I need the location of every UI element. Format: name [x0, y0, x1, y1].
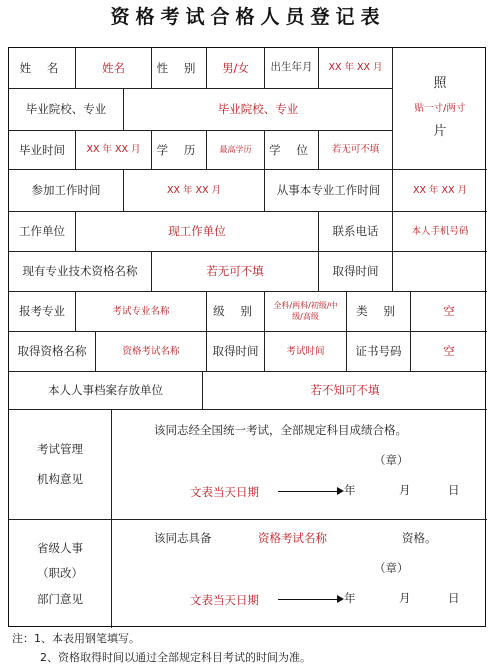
birth-date-field[interactable]: XX 年 XX 月 — [318, 48, 392, 88]
exam-opinion-year: 年 — [344, 483, 356, 497]
photo-label-suffix: 片 — [433, 124, 447, 140]
hr-opinion-content[interactable] — [111, 519, 487, 628]
employer-label: 工作单位 — [9, 211, 75, 251]
major-work-time-label: 从事本专业工作时间 — [264, 169, 392, 211]
hr-opinion-label-line1: 省级人事 — [37, 541, 83, 556]
note-2: 2、资格取得时间以通过全部规定科目考试的时间为准。 — [40, 651, 311, 664]
exam-opinion-label-line1: 考试管理 — [37, 441, 83, 456]
graduation-time-label: 毕业时间 — [9, 130, 75, 169]
current-title-label: 现有专业技术资格名称 — [9, 251, 151, 291]
hr-opinion-label-line3: 部门意见 — [37, 591, 83, 606]
archive-unit-field[interactable]: 若不知可不填 — [202, 371, 487, 409]
photo-size-hint: 贴一寸/两寸 — [414, 102, 466, 114]
exam-opinion-date-hint: 文表当天日期 — [190, 485, 259, 499]
exam-opinion-label-line2: 机构意见 — [37, 471, 83, 486]
exam-opinion-statement: 该同志经全国统一考试，全部规定科目成绩合格。 — [154, 423, 407, 437]
name-field[interactable]: 姓名 — [75, 48, 151, 88]
work-start-field[interactable]: XX 年 XX 月 — [123, 169, 264, 211]
obtain-time-field[interactable] — [392, 251, 487, 291]
name-label: 姓 名 — [19, 60, 65, 75]
certificate-number-label: 证书号码 — [346, 331, 410, 371]
graduation-time-field[interactable]: XX 年 XX 月 — [75, 130, 151, 169]
hr-opinion-qualification-field[interactable]: 资格考试名称 — [258, 531, 327, 545]
exam-opinion-day: 日 — [448, 483, 460, 497]
hr-opinion-label — [9, 519, 111, 628]
obtain-time-label: 取得时间 — [318, 251, 392, 291]
exam-opinion-label — [9, 409, 111, 519]
qualification-time-field[interactable]: 考试时间 — [264, 331, 346, 371]
exam-opinion-month: 月 — [399, 483, 411, 497]
work-start-label: 参加工作时间 — [9, 169, 123, 211]
hr-opinion-year: 年 — [344, 591, 356, 605]
category-label: 类 别 — [346, 291, 410, 331]
hr-opinion-statement-prefix: 该同志具备 — [154, 531, 212, 545]
exam-opinion-arrow-icon — [278, 491, 342, 492]
note-1: 注：1、本表用钢笔填写。 — [12, 632, 140, 645]
birth-date-label: 出生年月 — [264, 48, 318, 88]
gender-field[interactable]: 男/女 — [206, 48, 264, 88]
exam-major-field[interactable]: 考试专业名称 — [75, 291, 206, 331]
exam-opinion-content[interactable] — [111, 409, 487, 519]
hr-opinion-date-hint: 文表当天日期 — [190, 593, 259, 607]
school-major-field[interactable]: 毕业院校、专业 — [123, 88, 392, 130]
hr-opinion-day: 日 — [448, 591, 460, 605]
hr-opinion-statement-suffix: 资格。 — [402, 531, 437, 545]
degree-label: 学 位 — [264, 130, 318, 169]
exam-major-label: 报考专业 — [9, 291, 75, 331]
form-title: 资格考试合格人员登记表 — [110, 6, 386, 28]
employer-field[interactable]: 现工作单位 — [75, 211, 318, 251]
registration-form-table — [8, 47, 486, 627]
exam-opinion-seal: （章） — [374, 453, 409, 467]
qualification-name-field[interactable]: 资格考试名称 — [95, 331, 206, 371]
gender-label: 性 别 — [151, 48, 206, 88]
phone-field[interactable]: 本人手机号码 — [392, 211, 487, 251]
hr-opinion-month: 月 — [399, 591, 411, 605]
hr-opinion-seal: （章） — [374, 561, 409, 575]
current-title-field[interactable]: 若无可不填 — [151, 251, 318, 291]
qualification-name-label: 取得资格名称 — [9, 331, 95, 371]
photo-box[interactable] — [392, 48, 487, 169]
education-label: 学 历 — [151, 130, 206, 169]
category-field[interactable]: 空 — [410, 291, 487, 331]
degree-field[interactable]: 若无可不填 — [318, 130, 392, 169]
photo-label: 照 — [433, 76, 447, 92]
archive-unit-label: 本人人事档案存放单位 — [9, 371, 202, 409]
school-major-label: 毕业院校、专业 — [9, 88, 123, 130]
level-label: 级 别 — [206, 291, 264, 331]
certificate-number-field[interactable]: 空 — [410, 331, 487, 371]
qualification-time-label: 取得时间 — [206, 331, 264, 371]
hr-opinion-label-line2: （职改） — [37, 566, 83, 581]
education-field[interactable]: 最高学历 — [206, 130, 264, 169]
hr-opinion-arrow-icon — [278, 599, 342, 600]
phone-label: 联系电话 — [318, 211, 392, 251]
major-work-time-field[interactable]: XX 年 XX 月 — [392, 169, 487, 211]
level-field[interactable]: 全科/两科/初级/中级/高级 — [264, 291, 346, 331]
